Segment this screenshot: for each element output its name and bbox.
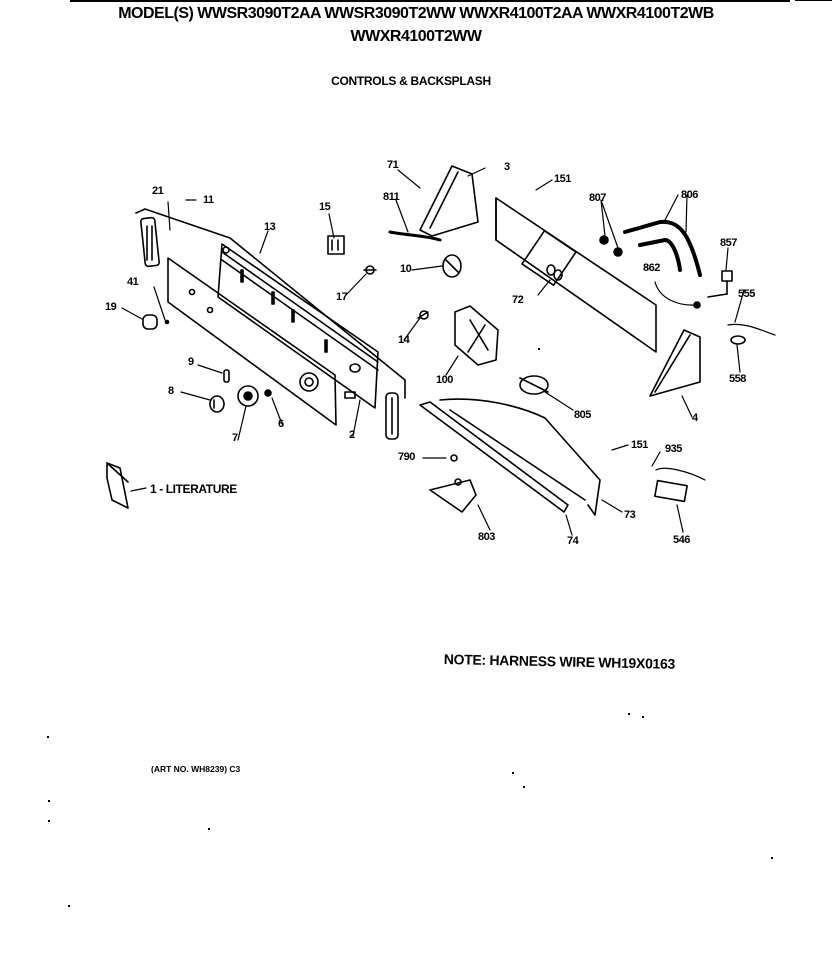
bracket-803: [430, 479, 476, 512]
switch-15: [328, 236, 344, 254]
part-label-8: 8: [168, 385, 174, 397]
scan-speck: [538, 348, 540, 350]
clip-790: [451, 455, 457, 461]
part-label-11: 11: [203, 194, 214, 206]
leader-lines-right: [396, 168, 744, 535]
wire-862: [655, 282, 696, 305]
scan-speck: [771, 857, 773, 859]
literature-label: 1 - LITERATURE: [150, 482, 237, 496]
part-label-790: 790: [398, 451, 415, 463]
part-label-2: 2: [349, 429, 355, 441]
part-label-72: 72: [512, 294, 524, 306]
part-label-555: 555: [738, 288, 755, 300]
part-label-803: 803: [478, 531, 495, 543]
lower-trim-73-74: [420, 399, 600, 515]
part-label-3: 3: [504, 161, 510, 173]
clip-17: [364, 266, 376, 274]
knob-19: [143, 315, 169, 329]
part-label-805: 805: [574, 409, 591, 421]
section-title: CONTROLS & BACKSPLASH: [331, 74, 491, 88]
washer-807b: [614, 248, 622, 256]
dial-7: [238, 386, 258, 406]
scan-speck: [48, 820, 50, 822]
part-label-862: 862: [643, 262, 660, 274]
part-label-151-top: 151: [554, 173, 571, 185]
scan-speck: [628, 713, 630, 715]
part-label-74: 74: [567, 535, 579, 547]
terminal-block-546: [655, 468, 705, 501]
scan-speck: [512, 772, 514, 774]
control-panel: [168, 258, 336, 425]
part-label-806: 806: [681, 189, 698, 201]
scan-speck: [68, 905, 70, 907]
scan-speck: [208, 828, 210, 830]
part-label-811: 811: [383, 191, 400, 203]
end-cap-right: [386, 393, 398, 439]
part-label-546: 546: [673, 534, 690, 546]
motor-805: [520, 376, 548, 394]
bracket-4: [650, 330, 700, 396]
end-cap-left: [141, 217, 160, 266]
harness-wire-note: NOTE: HARNESS WIRE WH19X0163: [443, 651, 676, 672]
hoses-806: [625, 222, 700, 275]
clip-6: [265, 390, 271, 396]
part-label-807: 807: [589, 192, 606, 204]
part-label-6: 6: [278, 418, 284, 430]
scan-speck: [523, 786, 525, 788]
part-label-9: 9: [188, 356, 194, 368]
part-label-100: 100: [436, 374, 453, 386]
valve-10: [443, 255, 461, 277]
part-label-151-bottom: 151: [631, 439, 648, 451]
part-label-13: 13: [264, 221, 276, 233]
spring-9: [224, 370, 229, 382]
model-list: MODEL(S) WWSR3090T2AA WWSR3090T2WW WWXR4100T2AA WWXR4100T2WB: [118, 5, 714, 22]
part-label-558: 558: [729, 373, 746, 385]
part-label-73: 73: [624, 509, 636, 521]
scan-speck: [642, 716, 644, 718]
washer-807a: [600, 236, 608, 244]
part-label-41: 41: [127, 276, 139, 288]
part-label-935: 935: [665, 443, 682, 455]
part-label-4: 4: [692, 412, 698, 424]
part-label-21: 21: [152, 185, 164, 197]
part-label-19: 19: [105, 301, 117, 313]
part-label-17: 17: [336, 291, 348, 303]
part-label-15: 15: [319, 201, 331, 213]
harness-555-558: [728, 324, 775, 344]
rear-panel-72: [496, 198, 656, 352]
scan-speck: [48, 800, 50, 802]
part-label-10: 10: [400, 263, 412, 275]
grommet-862: [694, 302, 700, 308]
bracket-3: [420, 166, 478, 236]
knob-8: [210, 396, 224, 412]
part-label-857: 857: [720, 237, 737, 249]
sensor-857: [708, 271, 732, 297]
model-list-continued: WWXR4100T2WW: [350, 28, 482, 45]
part-label-14: 14: [398, 334, 410, 346]
part-label-71: 71: [387, 159, 399, 171]
scan-speck: [47, 736, 49, 738]
timer-100: [455, 306, 498, 365]
literature-booklet: [107, 463, 146, 508]
part-label-7: 7: [232, 432, 238, 444]
art-number: (ART NO. WH8239) C3: [151, 764, 241, 774]
